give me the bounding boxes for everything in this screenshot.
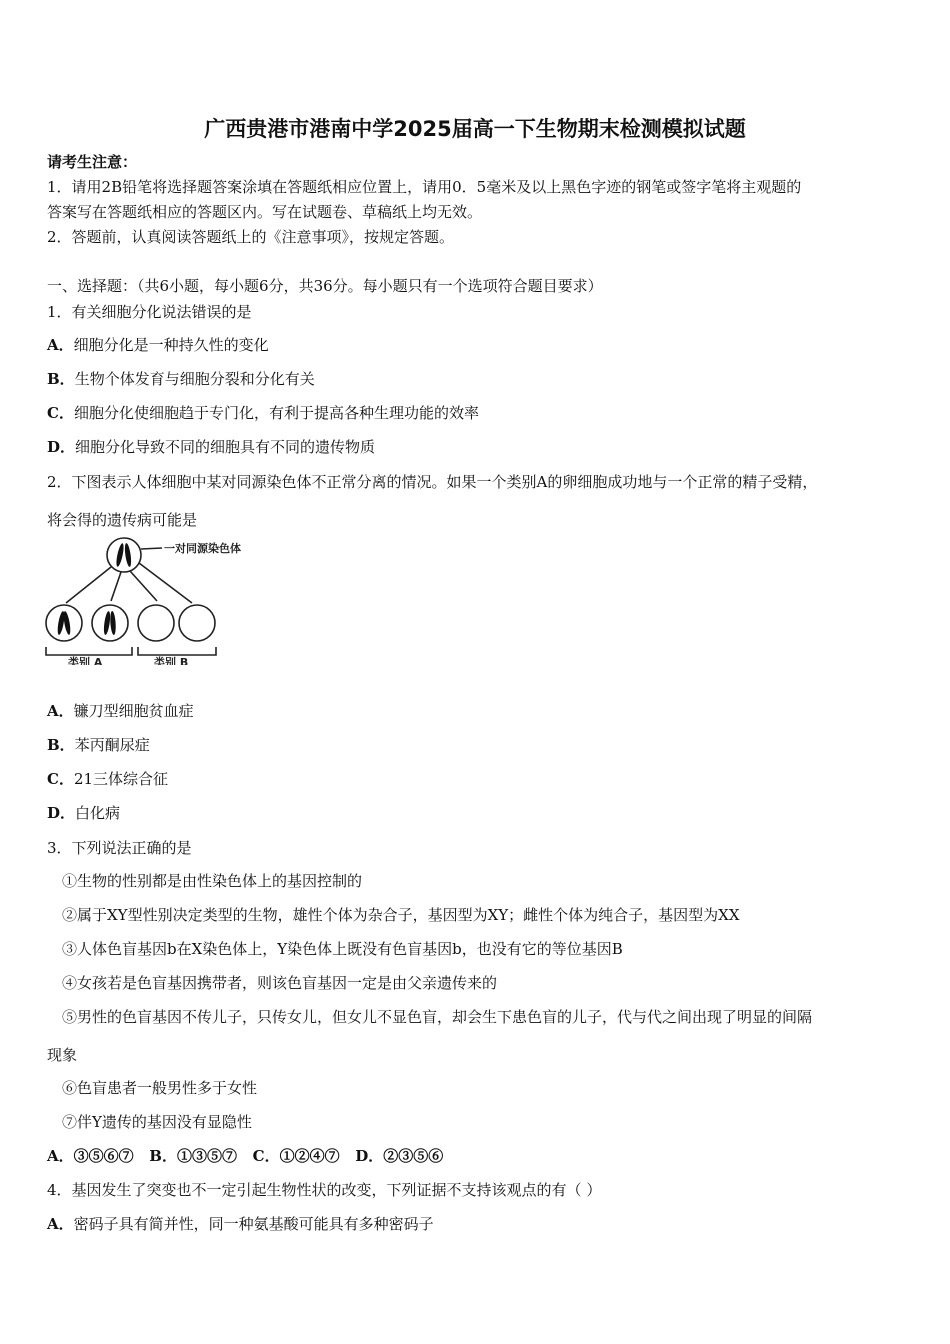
question-2-stem-cont: 将会得的遗传病可能是 [47,511,198,529]
notice-heading: 请考生注意： [47,153,138,171]
q3-statement: ③人体色盲基因b在X染色体上，Y染色体上既没有色盲基因b，也没有它的等位基因B [62,940,623,958]
chromosome-separation-figure [44,535,244,665]
chromosome [103,611,111,635]
section-heading: 一、选择题：（共6小题，每小题6分，共36分。每小题只有一个选项符合题目要求） [47,277,603,295]
q3-statement: ①生物的性别都是由性染色体上的基因控制的 [62,872,363,890]
category-a-label: 类别 A [68,656,103,665]
question-4-stem: 4．基因发生了突变也不一定引起生物性状的改变，下列证据不支持该观点的有（ ） [47,1181,602,1199]
pair-label: 一对同源染色体 [164,542,241,555]
q1-option-c: C．细胞分化使细胞趋于专门化，有利于提高各种生理功能的效率 [47,404,479,422]
q3-statement: ④女孩若是色盲基因携带者，则该色盲基因一定是由父亲遗传来的 [62,974,498,992]
question-1-stem: 1．有关细胞分化说法错误的是 [47,303,252,321]
option-letter: A． [47,702,74,720]
option-letter: D． [47,804,76,822]
q1-option-a: A．细胞分化是一种持久性的变化 [47,336,269,354]
option-letter: C． [47,770,74,788]
notice-item: 1．请用2B铅笔将选择题答案涂填在答题纸相应位置上，请用0．5毫米及以上黑色字迹的钢笔或签字笔将主观题的 [47,178,802,196]
q3-options: A．③⑤⑥⑦ B．①③⑤⑦ C．①②④⑦ D．②③⑤⑥ [47,1147,444,1165]
option-letter: D． [47,438,76,456]
option-letter: B． [47,370,75,388]
question-3-stem: 3．下列说法正确的是 [47,839,192,857]
chromosome [110,611,117,635]
branch-line [139,563,192,603]
q3-statement-cont: 现象 [47,1046,78,1064]
chromosome [62,611,71,636]
daughter-cell-a1 [46,605,82,641]
q1-option-b: B．生物个体发育与细胞分裂和分化有关 [47,370,315,388]
label-pointer [141,548,162,549]
q3-statement: ②属于XY型性别决定类型的生物，雄性个体为杂合子，基因型为XY；雌性个体为纯合子，基因型为XX [62,906,740,924]
notice-item: 答案写在答题纸相应的答题区内。写在试题卷、草稿纸上均无效。 [47,203,483,221]
branch-line [66,567,111,603]
daughter-cell-b1 [138,605,174,641]
option-letter: A． [47,1215,74,1233]
daughter-cell-a2 [92,605,128,641]
question-2-stem: 2．下图表示人体细胞中某对同源染色体不正常分离的情况。如果一个类别A的卵细胞成功地与一个正常的精子受精， [47,473,818,491]
chromosome [124,543,132,567]
q3-statement: ⑤男性的色盲基因不传儿子，只传女儿，但女儿不显色盲，却会生下患色盲的儿子，代与代之间出现了明显的间隔 [62,1008,813,1026]
notice-item: 2．答题前，认真阅读答题纸上的《注意事项》，按规定答题。 [47,228,455,246]
q2-option-a: A．镰刀型细胞贫血症 [47,702,194,720]
option-letter: A． [47,336,74,354]
option-letter: B． [47,736,75,754]
branch-line [130,571,157,601]
q2-option-c: C．21三体综合征 [47,770,169,788]
bracket-a [46,647,132,655]
option-letter: C． [47,404,74,422]
branch-line [111,572,121,601]
q4-option-a: A．密码子具有简并性，同一种氨基酸可能具有多种密码子 [47,1215,434,1233]
category-b-label: 类别 B [154,656,189,665]
parent-cell [107,538,141,572]
q3-statement: ⑦伴Y遗传的基因没有显隐性 [62,1113,252,1131]
daughter-cell-b2 [179,605,215,641]
q1-option-d: D．细胞分化导致不同的细胞具有不同的遗传物质 [47,438,376,456]
bracket-b [138,647,216,655]
page-title: 广西贵港市港南中学2025届高一下生物期末检测模拟试题 [204,117,746,141]
q2-option-b: B．苯丙酮尿症 [47,736,150,754]
q3-statement: ⑥色盲患者一般男性多于女性 [62,1079,258,1097]
q2-option-d: D．白化病 [47,804,121,822]
chromosome [115,543,125,568]
chromosome-diagram [44,535,244,665]
